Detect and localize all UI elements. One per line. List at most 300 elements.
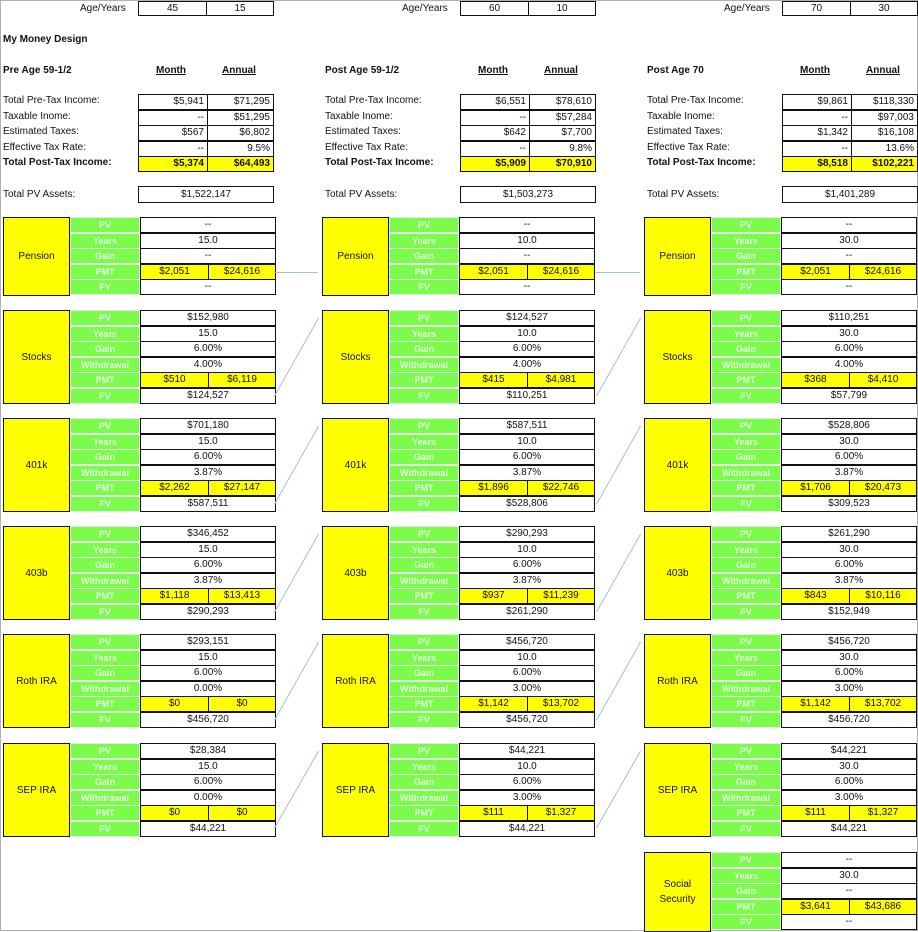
pmt-month: $510 — [140, 372, 209, 388]
row-key: Gain — [70, 557, 140, 573]
row-key: PV — [711, 310, 781, 326]
row-key: PMT — [711, 264, 781, 280]
row-key: FV — [711, 496, 781, 512]
row-key: PV — [389, 310, 459, 326]
row-value: 15.0 — [140, 759, 276, 775]
asset-label: Roth IRA — [3, 634, 70, 728]
row-value: $57,799 — [781, 388, 917, 404]
row-value: 6.00% — [781, 665, 917, 681]
row-value: 10.0 — [459, 759, 595, 775]
summary-annual: $97,003 — [851, 110, 918, 126]
summary-month: -- — [460, 141, 530, 157]
asset-label: 401k — [644, 418, 711, 512]
row-key: FV — [70, 712, 140, 728]
row-key: Gain — [389, 774, 459, 790]
row-key: PMT — [70, 588, 140, 604]
pmt-month: $415 — [459, 372, 528, 388]
row-value: 3.00% — [781, 681, 917, 697]
summary-annual: $71,295 — [207, 94, 274, 110]
asset-block-social-security — [644, 852, 918, 932]
row-key: PMT — [389, 805, 459, 821]
summary-label: Total Post-Tax Income: — [3, 157, 112, 168]
section-heading: Pre Age 59-1/2 — [3, 65, 72, 76]
age-value: 60 — [460, 1, 529, 16]
pmt-annual: $11,239 — [527, 588, 595, 604]
row-value: -- — [781, 217, 917, 233]
row-key: FV — [70, 821, 140, 837]
row-value: 6.00% — [140, 557, 276, 573]
years-value: 30 — [850, 1, 918, 16]
row-key: Withdrawal — [389, 357, 459, 373]
pmt-annual: $24,616 — [527, 264, 595, 280]
asset-label: 403b — [322, 526, 389, 620]
age-value: 70 — [782, 1, 851, 16]
asset-label: SEP IRA — [3, 743, 70, 837]
row-key: Gain — [711, 248, 781, 264]
annual-header: Annual — [222, 65, 256, 76]
summary-month: $5,909 — [460, 156, 530, 172]
asset-label: Stocks — [322, 310, 389, 404]
row-key: FV — [711, 821, 781, 837]
summary-month: $567 — [138, 125, 208, 141]
total-pv-value: $1,522,147 — [138, 186, 274, 203]
row-key: Years — [389, 326, 459, 342]
asset-block-403b — [3, 526, 278, 621]
pmt-annual: $24,616 — [849, 264, 917, 280]
row-key: Years — [711, 759, 781, 775]
row-value: $456,720 — [459, 712, 595, 728]
row-key: PMT — [711, 372, 781, 388]
row-key: Gain — [711, 449, 781, 465]
asset-label: Pension — [322, 217, 389, 296]
row-value: 6.00% — [459, 665, 595, 681]
row-key: Withdrawal — [70, 573, 140, 589]
row-value: 6.00% — [459, 341, 595, 357]
row-key: Withdrawal — [711, 573, 781, 589]
summary-month: -- — [138, 141, 208, 157]
pmt-annual: $43,686 — [849, 899, 917, 915]
pmt-month: $3,641 — [781, 899, 850, 915]
pmt-month: $111 — [459, 805, 528, 821]
summary-month: $5,941 — [138, 94, 208, 110]
pmt-annual: $13,413 — [208, 588, 276, 604]
row-value: -- — [781, 248, 917, 264]
row-key: Withdrawal — [70, 790, 140, 806]
row-value: 6.00% — [781, 341, 917, 357]
row-key: Years — [70, 434, 140, 450]
pmt-annual: $0 — [208, 696, 276, 712]
row-value: 30.0 — [781, 542, 917, 558]
summary-annual: $70,910 — [529, 156, 596, 172]
asset-block-403b — [322, 526, 597, 621]
asset-label: 403b — [3, 526, 70, 620]
row-key: FV — [389, 279, 459, 295]
row-value: -- — [781, 914, 917, 930]
row-key: Withdrawal — [711, 357, 781, 373]
age-value: 45 — [138, 1, 207, 16]
asset-label: Stocks — [3, 310, 70, 404]
asset-block-pension — [3, 217, 278, 297]
row-value: $110,251 — [781, 310, 917, 326]
row-value: 3.87% — [781, 465, 917, 481]
row-value: 10.0 — [459, 326, 595, 342]
row-value: 3.87% — [781, 573, 917, 589]
row-key: Gain — [711, 883, 781, 899]
row-value: $28,384 — [140, 743, 276, 759]
row-value: 3.87% — [459, 465, 595, 481]
pmt-month: $1,706 — [781, 480, 850, 496]
row-value: 10.0 — [459, 434, 595, 450]
row-value: 6.00% — [459, 774, 595, 790]
row-value: $587,511 — [140, 496, 276, 512]
row-value: 30.0 — [781, 759, 917, 775]
connector-line — [274, 272, 318, 273]
row-key: PMT — [389, 264, 459, 280]
row-value: 10.0 — [459, 542, 595, 558]
summary-label: Estimated Taxes: — [3, 126, 79, 137]
summary-label: Effective Tax Rate: — [325, 141, 409, 153]
row-value: $44,221 — [459, 821, 595, 837]
years-value: 15 — [206, 1, 274, 16]
asset-block-sep-ira — [3, 743, 278, 838]
pmt-month: $0 — [140, 805, 209, 821]
years-value: 10 — [528, 1, 596, 16]
annual-header: Annual — [866, 65, 900, 76]
row-value: $456,720 — [459, 634, 595, 650]
row-key: PV — [389, 743, 459, 759]
row-value: 6.00% — [140, 665, 276, 681]
row-value: $528,806 — [781, 418, 917, 434]
row-value: -- — [781, 883, 917, 899]
row-key: Years — [711, 434, 781, 450]
row-value: -- — [781, 279, 917, 295]
row-value: $261,290 — [459, 604, 595, 620]
row-key: PV — [711, 418, 781, 434]
pmt-annual: $27,147 — [208, 480, 276, 496]
summary-label: Effective Tax Rate: — [647, 141, 731, 153]
row-value: $309,523 — [781, 496, 917, 512]
row-value: 4.00% — [459, 357, 595, 373]
row-value: 3.87% — [140, 573, 276, 589]
row-value: 4.00% — [781, 357, 917, 373]
row-key: PV — [389, 634, 459, 650]
asset-label: 401k — [322, 418, 389, 512]
row-value: $587,511 — [459, 418, 595, 434]
pmt-annual: $22,746 — [527, 480, 595, 496]
row-key: Gain — [70, 449, 140, 465]
row-value: $456,720 — [781, 634, 917, 650]
row-key: Years — [711, 650, 781, 666]
row-key: PV — [70, 217, 140, 233]
summary-annual: 9.8% — [529, 141, 596, 157]
row-key: PMT — [389, 696, 459, 712]
row-key: PMT — [389, 588, 459, 604]
pmt-month: $111 — [781, 805, 850, 821]
pmt-annual: $13,702 — [849, 696, 917, 712]
row-key: PV — [711, 217, 781, 233]
row-key: PV — [711, 526, 781, 542]
row-value: 30.0 — [781, 868, 917, 884]
summary-month: -- — [460, 110, 530, 126]
row-key: Years — [70, 542, 140, 558]
row-key: FV — [70, 604, 140, 620]
summary-label: Total Pre-Tax Income: — [3, 95, 100, 106]
row-key: Gain — [70, 341, 140, 357]
month-header: Month — [478, 65, 508, 76]
pmt-month: $0 — [140, 696, 209, 712]
month-header: Month — [800, 65, 830, 76]
annual-header: Annual — [544, 65, 578, 76]
row-key: Gain — [389, 341, 459, 357]
summary-annual: $64,493 — [207, 156, 274, 172]
row-key: PV — [389, 217, 459, 233]
pmt-month: $368 — [781, 372, 850, 388]
asset-block-stocks — [3, 310, 278, 405]
summary-annual: $7,700 — [529, 125, 596, 141]
row-value: $456,720 — [781, 712, 917, 728]
row-value: $152,980 — [140, 310, 276, 326]
row-value: 6.00% — [781, 449, 917, 465]
row-key: Years — [389, 759, 459, 775]
row-value: 4.00% — [140, 357, 276, 373]
row-key: FV — [70, 279, 140, 295]
asset-label — [644, 852, 711, 932]
row-key: FV — [70, 496, 140, 512]
row-key: PV — [70, 418, 140, 434]
row-key: FV — [389, 821, 459, 837]
summary-label: Estimated Taxes: — [325, 126, 401, 137]
row-key: PMT — [389, 372, 459, 388]
row-value: 30.0 — [781, 326, 917, 342]
row-key: FV — [389, 604, 459, 620]
row-value: $528,806 — [459, 496, 595, 512]
summary-annual: $78,610 — [529, 94, 596, 110]
asset-block-stocks — [644, 310, 918, 405]
label-line: Security — [659, 894, 696, 905]
row-value: 15.0 — [140, 233, 276, 249]
row-key: FV — [389, 712, 459, 728]
summary-label: Taxable Inome: — [647, 110, 715, 122]
row-value: -- — [140, 217, 276, 233]
row-key: Years — [70, 326, 140, 342]
row-key: PMT — [711, 480, 781, 496]
row-key: Years — [711, 233, 781, 249]
total-pv-label: Total PV Assets: — [647, 189, 720, 200]
summary-month: $5,374 — [138, 156, 208, 172]
asset-block-403b — [644, 526, 918, 621]
row-value: 15.0 — [140, 326, 276, 342]
summary-annual: $16,108 — [851, 125, 918, 141]
row-key: Years — [389, 542, 459, 558]
pmt-month: $937 — [459, 588, 528, 604]
row-key: PMT — [70, 480, 140, 496]
age-label: Age/Years — [724, 3, 770, 14]
row-key: Gain — [389, 665, 459, 681]
row-key: PV — [711, 634, 781, 650]
row-value: 3.00% — [781, 790, 917, 806]
row-value: $456,720 — [140, 712, 276, 728]
row-key: Gain — [70, 774, 140, 790]
row-value: $44,221 — [459, 743, 595, 759]
row-value: $701,180 — [140, 418, 276, 434]
pmt-month: $2,051 — [781, 264, 850, 280]
pmt-month: $2,051 — [459, 264, 528, 280]
summary-annual: $118,330 — [851, 94, 918, 110]
section-heading: Post Age 70 — [647, 65, 704, 76]
row-key: FV — [389, 496, 459, 512]
asset-label: SEP IRA — [322, 743, 389, 837]
asset-block-pension — [644, 217, 918, 297]
row-key: PMT — [711, 696, 781, 712]
row-key: Years — [70, 233, 140, 249]
connector-line — [596, 272, 640, 273]
asset-label: Roth IRA — [644, 634, 711, 728]
row-key: PV — [711, 852, 781, 868]
page-title: My Money Design — [3, 34, 88, 45]
pmt-annual: $4,410 — [849, 372, 917, 388]
row-value: 6.00% — [140, 774, 276, 790]
row-key: Withdrawal — [389, 790, 459, 806]
summary-month: -- — [782, 141, 852, 157]
asset-block-401k — [3, 418, 278, 513]
asset-block-401k — [322, 418, 597, 513]
row-key: Years — [711, 868, 781, 884]
row-key: Gain — [711, 341, 781, 357]
section-heading: Post Age 59-1/2 — [325, 65, 400, 76]
row-key: Gain — [389, 557, 459, 573]
summary-label: Total Pre-Tax Income: — [647, 95, 744, 106]
row-key: Withdrawal — [711, 465, 781, 481]
row-key: PV — [70, 310, 140, 326]
pmt-annual: $4,981 — [527, 372, 595, 388]
pmt-month: $2,262 — [140, 480, 209, 496]
asset-block-roth-ira — [3, 634, 278, 729]
summary-annual: $51,295 — [207, 110, 274, 126]
row-value: 15.0 — [140, 650, 276, 666]
row-value: 3.87% — [459, 573, 595, 589]
row-key: PMT — [70, 372, 140, 388]
asset-block-sep-ira — [644, 743, 918, 838]
label-line: Social — [663, 879, 692, 890]
summary-annual: $57,284 — [529, 110, 596, 126]
row-key: Withdrawal — [389, 681, 459, 697]
row-key: Years — [711, 326, 781, 342]
pmt-annual: $10,116 — [849, 588, 917, 604]
summary-annual: 13.6% — [851, 141, 918, 157]
summary-month: $6,551 — [460, 94, 530, 110]
row-key: Gain — [711, 557, 781, 573]
summary-label: Total Post-Tax Income: — [647, 157, 756, 168]
row-value: $293,151 — [140, 634, 276, 650]
row-key: Withdrawal — [389, 465, 459, 481]
summary-annual: $102,221 — [851, 156, 918, 172]
row-key: Years — [389, 650, 459, 666]
row-key: Gain — [70, 665, 140, 681]
row-value: 6.00% — [459, 449, 595, 465]
row-key: FV — [711, 712, 781, 728]
asset-label: Stocks — [644, 310, 711, 404]
pmt-month: $1,142 — [459, 696, 528, 712]
row-key: Withdrawal — [711, 681, 781, 697]
asset-block-401k — [644, 418, 918, 513]
asset-label: 401k — [3, 418, 70, 512]
pmt-month: $1,118 — [140, 588, 209, 604]
row-key: Years — [389, 434, 459, 450]
asset-label: 403b — [644, 526, 711, 620]
row-key: Years — [389, 233, 459, 249]
row-value: -- — [459, 248, 595, 264]
row-value: $110,251 — [459, 388, 595, 404]
asset-block-stocks — [322, 310, 597, 405]
row-value: 3.00% — [459, 790, 595, 806]
row-key: Withdrawal — [389, 573, 459, 589]
summary-month: -- — [138, 110, 208, 126]
row-value: $44,221 — [781, 821, 917, 837]
pmt-month: $1,142 — [781, 696, 850, 712]
asset-label: Pension — [3, 217, 70, 296]
row-value: -- — [140, 279, 276, 295]
row-value: 30.0 — [781, 650, 917, 666]
summary-label: Taxable Inome: — [3, 110, 71, 122]
row-key: FV — [70, 388, 140, 404]
asset-label: Pension — [644, 217, 711, 296]
asset-label: SEP IRA — [644, 743, 711, 837]
row-value: $124,527 — [459, 310, 595, 326]
row-key: PV — [70, 526, 140, 542]
row-value: $290,293 — [459, 526, 595, 542]
row-key: PV — [389, 418, 459, 434]
row-value: -- — [781, 852, 917, 868]
row-key: PMT — [70, 805, 140, 821]
total-pv-value: $1,503,273 — [460, 186, 596, 203]
row-value: 30.0 — [781, 434, 917, 450]
pmt-annual: $1,327 — [527, 805, 595, 821]
asset-block-roth-ira — [322, 634, 597, 729]
row-key: FV — [389, 388, 459, 404]
pmt-annual: $6,119 — [208, 372, 276, 388]
row-key: PMT — [70, 264, 140, 280]
row-key: PMT — [389, 480, 459, 496]
row-key: FV — [711, 388, 781, 404]
summary-label: Total Pre-Tax Income: — [325, 95, 422, 106]
row-value: $44,221 — [140, 821, 276, 837]
total-pv-value: $1,401,289 — [782, 186, 918, 203]
row-value: 30.0 — [781, 233, 917, 249]
row-key: PMT — [70, 696, 140, 712]
age-label: Age/Years — [80, 3, 126, 14]
row-value: $124,527 — [140, 388, 276, 404]
summary-month: $8,518 — [782, 156, 852, 172]
pmt-annual: $13,702 — [527, 696, 595, 712]
row-value: 15.0 — [140, 434, 276, 450]
row-value: 6.00% — [781, 557, 917, 573]
row-key: PMT — [711, 588, 781, 604]
row-value: 0.00% — [140, 790, 276, 806]
row-value: 6.00% — [781, 774, 917, 790]
row-value: -- — [140, 248, 276, 264]
row-value: $261,290 — [781, 526, 917, 542]
row-key: Gain — [70, 248, 140, 264]
row-value: $346,452 — [140, 526, 276, 542]
row-key: Withdrawal — [70, 681, 140, 697]
summary-month: $1,342 — [782, 125, 852, 141]
pmt-annual: $24,616 — [208, 264, 276, 280]
summary-month: $9,861 — [782, 94, 852, 110]
row-key: PV — [389, 526, 459, 542]
row-value: 6.00% — [140, 341, 276, 357]
summary-label: Effective Tax Rate: — [3, 141, 87, 153]
row-key: Withdrawal — [70, 465, 140, 481]
